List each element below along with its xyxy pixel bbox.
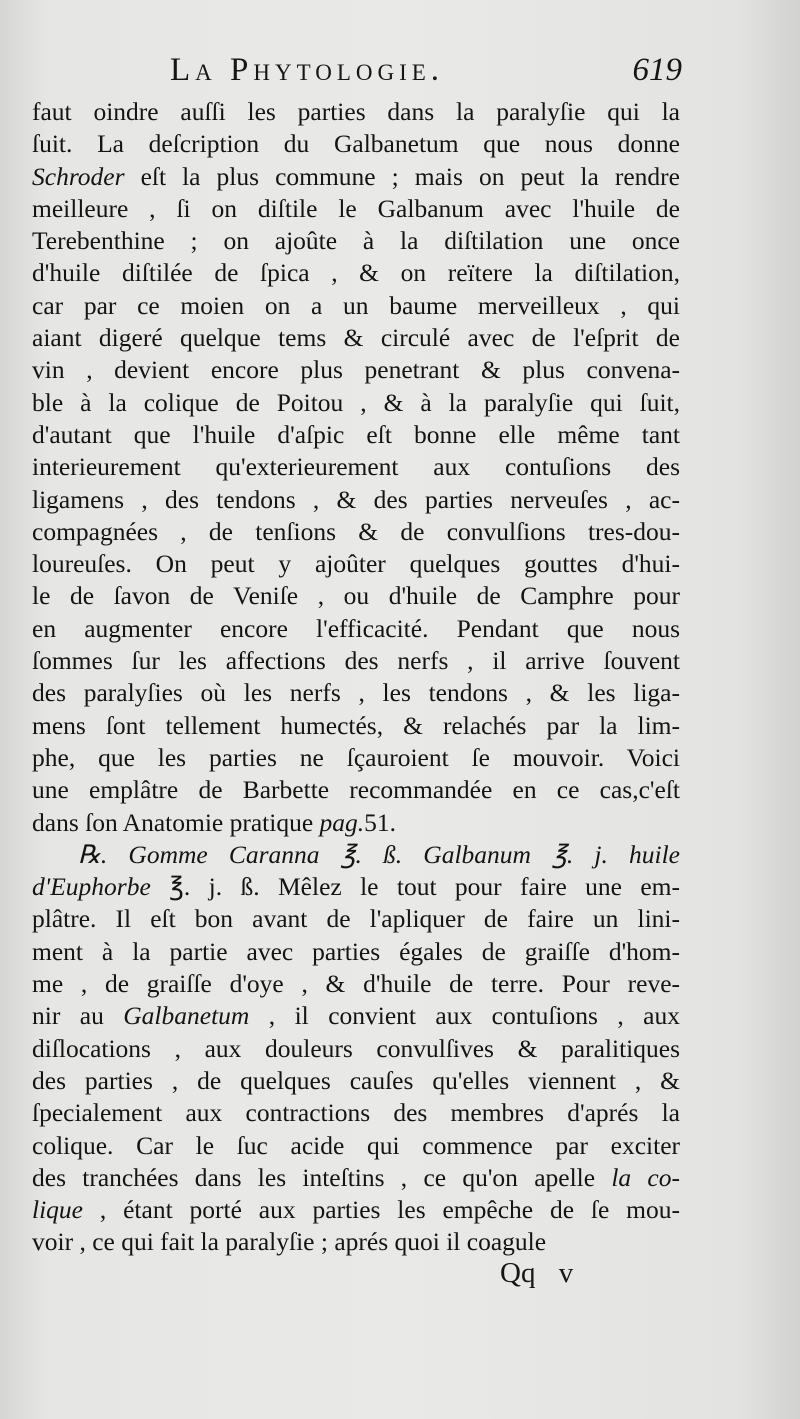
text-segment: phe, que les parties ne ſçauroient ſe mouvoir. Voici: [32, 742, 680, 772]
italic-text: pag.: [319, 807, 365, 837]
italic-text: Schroder: [32, 161, 125, 191]
text-line: [32, 710, 680, 742]
text-line: [32, 1065, 680, 1097]
text-line: [32, 419, 680, 451]
text-segment: en augmenter encore l'efficacité. Pendant que nous: [32, 613, 680, 643]
text-line: [32, 613, 680, 645]
text-line: [32, 903, 680, 935]
text-line: [32, 484, 680, 516]
text-line: [32, 516, 680, 548]
text-segment: interieurement qu'exterieurement aux contuſions des: [32, 452, 680, 482]
text-line: [32, 807, 680, 839]
text-segment: 51.: [364, 807, 397, 837]
text-line: [32, 193, 680, 225]
text-segment: colique. Car le ſuc acide qui commence par exciter: [32, 1130, 680, 1160]
text-segment: plâtre. Il eſt bon avant de l'apliquer de faire un lini-: [32, 904, 680, 934]
text-segment: voir , ce qui fait la paralyſie ; aprés quoi il coagule: [32, 1227, 547, 1257]
text-segment: ble à la colique de Poitou , & à la paralyſie qui ſuit,: [32, 387, 680, 417]
text-segment: car par ce moien on a un baume merveilleux , qui: [32, 290, 680, 320]
text-line: [32, 936, 680, 968]
text-line: [32, 257, 680, 289]
text-segment: mens ſont tellement humectés, & relachés par la lim-: [32, 710, 680, 740]
text-line: [32, 1097, 680, 1129]
text-segment: diſlocations , aux douleurs convulſives & paralitiques: [32, 1033, 680, 1063]
text-segment: ſommes ſur les affections des nerfs , il arrive ſouvent: [32, 646, 680, 676]
text-segment: des paralyſies où les nerfs , les tendons , & les liga-: [32, 678, 680, 708]
text-segment: vin , devient encore plus penetrant & plus convena-: [32, 355, 680, 385]
text-segment: compagnées , de tenſions & de convulſions tres-dou-: [32, 516, 680, 546]
text-segment: une emplâtre de Barbette recommandée en ce cas,c'eſt: [32, 775, 680, 805]
text-segment: nir au: [32, 1001, 124, 1031]
text-segment: ℥. j. ß. Mêlez le tout pour faire une em-: [150, 872, 680, 902]
signature-mark: Qq v: [500, 1257, 574, 1289]
running-title: La Phytologie.: [170, 52, 445, 88]
text-segment: meilleure , ſi on diſtile le Galbanum avec l'huile de: [32, 193, 680, 223]
text-segment: dans ſon Anatomie pratique: [32, 807, 320, 837]
italic-text: Galbanetum: [123, 1001, 250, 1031]
text-line: [32, 1194, 680, 1226]
text-line: [32, 225, 680, 257]
text-segment: eſt la plus commune ; mais on peut la rendre: [124, 161, 680, 191]
text-segment: des tranchées dans les inteſtins , ce qu'on apelle: [32, 1162, 612, 1192]
italic-text: d'Euphorbe: [32, 872, 151, 902]
italic-text: la co-: [611, 1162, 680, 1192]
text-line: [32, 645, 680, 677]
text-line: [32, 1226, 680, 1258]
text-segment: faut oindre auſſi les parties dans la paralyſie qui la: [32, 97, 680, 126]
italic-text: lique: [32, 1195, 83, 1225]
text-segment: des parties , de quelques cauſes qu'elles viennent , &: [32, 1065, 680, 1095]
text-line: [32, 580, 680, 612]
page-header: [30, 52, 682, 96]
text-segment: , il convient aux contuſions , aux: [249, 1001, 680, 1031]
text-line: [32, 742, 680, 774]
text-line: [32, 322, 680, 354]
page-number: 619: [632, 52, 682, 88]
text-segment: , étant porté aux parties les empêche de ſe mou-: [83, 1195, 680, 1225]
text-segment: Terebenthine ; on ajoûte à la diſtilation une once: [32, 226, 680, 256]
text-line: [32, 677, 680, 709]
text-segment: le de ſavon de Veniſe , ou d'huile de Camphre pour: [32, 581, 680, 611]
text-line: [32, 774, 680, 806]
text-line: [32, 1000, 680, 1032]
body-text: [32, 96, 680, 1259]
text-line: [32, 968, 680, 1000]
text-segment: ligamens , des tendons , & des parties nerveuſes , ac-: [32, 484, 680, 514]
text-segment: ſuit. La deſcription du Galbanetum que nous donne: [32, 129, 680, 159]
text-segment: me , de graiſſe d'oye , & d'huile de terre. Pour reve-: [32, 969, 680, 999]
text-segment: ſpecialement aux contractions des membres d'aprés la: [32, 1098, 680, 1128]
italic-text: ℞. Gomme Caranna ℥. ß. Galbanum ℥. j. huile: [78, 839, 680, 869]
text-line: [32, 871, 680, 903]
text-line: [32, 839, 680, 871]
text-line: [32, 354, 680, 386]
text-line: [32, 1033, 680, 1065]
text-line: [32, 96, 680, 128]
text-line: [32, 290, 680, 322]
text-line: [32, 451, 680, 483]
text-segment: ment à la partie avec parties égales de graiſſe d'hom-: [32, 936, 680, 966]
text-line: [32, 387, 680, 419]
text-segment: aiant digeré quelque tems & circulé avec de l'eſprit de: [32, 323, 680, 353]
text-line: [32, 1130, 680, 1162]
text-line: [32, 1162, 680, 1194]
text-segment: loureuſes. On peut y ajoûter quelques gouttes d'hui-: [32, 549, 680, 579]
text-segment: d'huile diſtilée de ſpica , & on reïtere la diſtilation,: [32, 258, 680, 288]
text-line: [32, 128, 680, 160]
text-line: [32, 161, 680, 193]
text-line: [32, 548, 680, 580]
text-segment: d'autant que l'huile d'aſpic eſt bonne elle même tant: [32, 419, 680, 449]
